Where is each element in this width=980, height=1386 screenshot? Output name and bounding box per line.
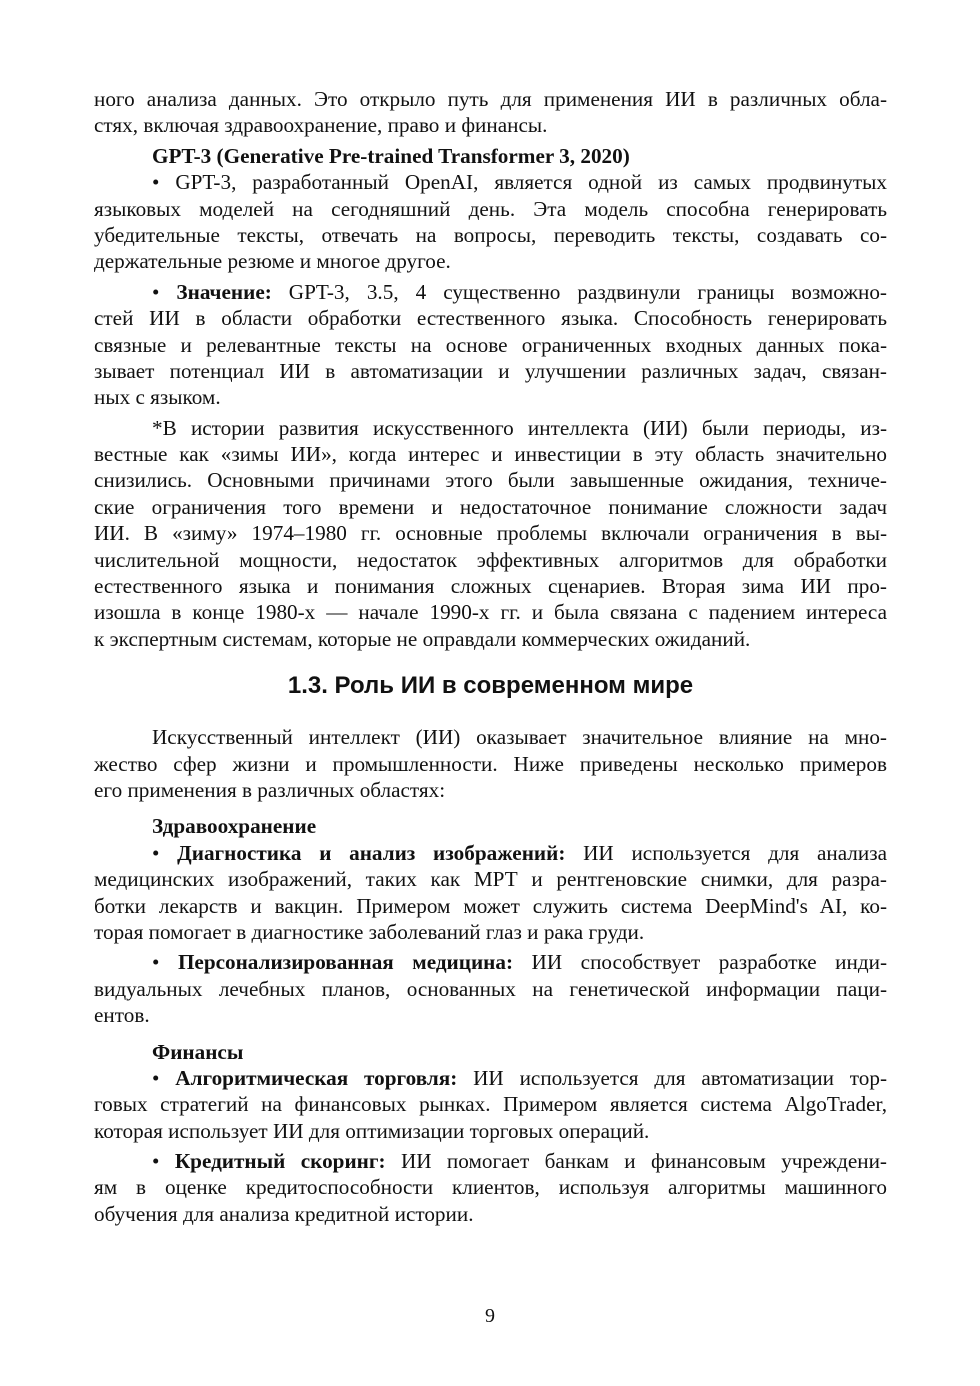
text-line: ного анализа данных. Это открыло путь для применения ИИ в различных обла- [94,87,887,111]
text-line: языковых моделей на сегодняшний день. Эта модель способна генерировать [94,196,887,221]
text-line: • GPT-3, разработанный OpenAI, является одной из самых продвинутых [152,170,887,195]
text-line: жество сфер жизни и промышленности. Ниже приведены несколько примеров [94,751,887,776]
term-label: Кредитный скоринг: [174,1149,386,1174]
text-line: • Персонализированная медицина: ИИ способствует разработке инди- [152,950,888,975]
text-line: к экспертным системам, которые не оправдали коммерческих ожиданий. [94,626,751,651]
text-line: вестные как «зимы ИИ», когда интерес и инвестиции в эту область значительно [94,442,887,467]
text-line: ские ограничения того времени и недостаточное понимание сложности задач [94,494,887,519]
text-line: естественного языка и понимания сложных сценариев. Вторая зима ИИ про- [94,574,887,599]
ai-winters-note [94,415,887,653]
healthcare-item-diagnostics [94,840,887,946]
gpt3-paragraph-description [94,169,887,275]
text-line: ных с языком. [94,385,221,410]
text-line: ИИ. В «зиму» 1974–1980 гг. основные проблемы включали ограничения в вы- [94,521,887,546]
text-line: ботки лекарств и вакцин. Примером может служить система DeepMind's AI, ко- [94,893,887,918]
gpt3-subheading: GPT-3 (Generative Pre-trained Transformer 3, 2020) [152,143,630,168]
intro-paragraph [94,86,887,139]
text-line: его применения в различных областях: [94,777,446,802]
finance-item-algotrading [94,1065,887,1144]
text-line: • Алгоритмическая торговля: ИИ используется для автоматизации тор- [152,1065,888,1090]
gpt3-paragraph-significance [94,279,887,411]
healthcare-subheading: Здравоохранение [152,814,317,839]
text-line: Искусственный интеллект (ИИ) оказывает значительное влияние на мно- [152,725,887,750]
finance-item-credit-scoring [94,1148,887,1227]
text-line: изошла в конце 1980-х — начале 1990-х гг. и была связана с падением интереса [94,600,887,625]
text-line: связные и релевантные тексты на основе ограниченных входных данных пока- [94,332,887,357]
finance-subheading: Финансы [152,1039,244,1064]
text-line: числительной мощности, недостаток эффективных алгоритмов для обработки [94,547,887,572]
page-body [94,86,887,1227]
text-line: говых стратегий на финансовых рынках. Примером является система AlgoTrader, [94,1092,887,1117]
text-line: снизились. Основными причинами этого были завышенные ожидания, техниче- [94,468,887,493]
text-line: держательные резюме и многое другое. [94,249,451,274]
term-label: Значение: [176,279,272,304]
text-line: медицинских изображений, таких как МРТ и рентгеновские снимки, для разра- [94,867,887,892]
text-line: • Диагностика и анализ изображений: ИИ используется для анализа [152,840,887,865]
healthcare-item-personalized [94,949,887,1028]
text-line: стей ИИ в области обработки естественного языка. Способность генерировать [94,306,887,331]
section-heading: 1.3. Роль ИИ в современном мире [287,672,694,700]
term-label: Персонализированная медицина: [177,950,514,975]
text-line: обучения для анализа кредитной истории. [94,1201,474,1226]
text-line: ям в оценке кредитоспособности клиентов, используя алгоритмы машинного [94,1175,887,1200]
term-label: Диагностика и анализ изображений: [177,840,566,865]
text-line: видуальных лечебных планов, основанных на генетической информации паци- [94,976,887,1001]
text-line: • Кредитный скоринг: ИИ помогает банкам и финансовым учреждени- [152,1149,887,1174]
text-line: которая использует ИИ для оптимизации торговых операций. [94,1118,650,1143]
section-intro-paragraph [94,724,887,803]
term-label: Алгоритмическая торговля: [175,1065,458,1090]
text-line: стях, включая здравоохранение, право и финансы. [94,113,548,138]
text-line: • Значение: GPT-3, 3.5, 4 существенно раздвинули границы возможно- [152,279,887,304]
text-line: убедительные тексты, отвечать на вопросы, переводить тексты, создавать со- [94,222,887,247]
text-line: *В истории развития искусственного интеллекта (ИИ) были периоды, из- [152,415,887,440]
text-line: торая помогает в диагностике заболеваний глаз и рака груди. [94,919,645,944]
text-line: зывает потенциал ИИ в автоматизации и улучшении различных задач, связан- [94,358,887,383]
page-number: 9 [485,1305,495,1327]
text-line: ентов. [94,1003,150,1028]
